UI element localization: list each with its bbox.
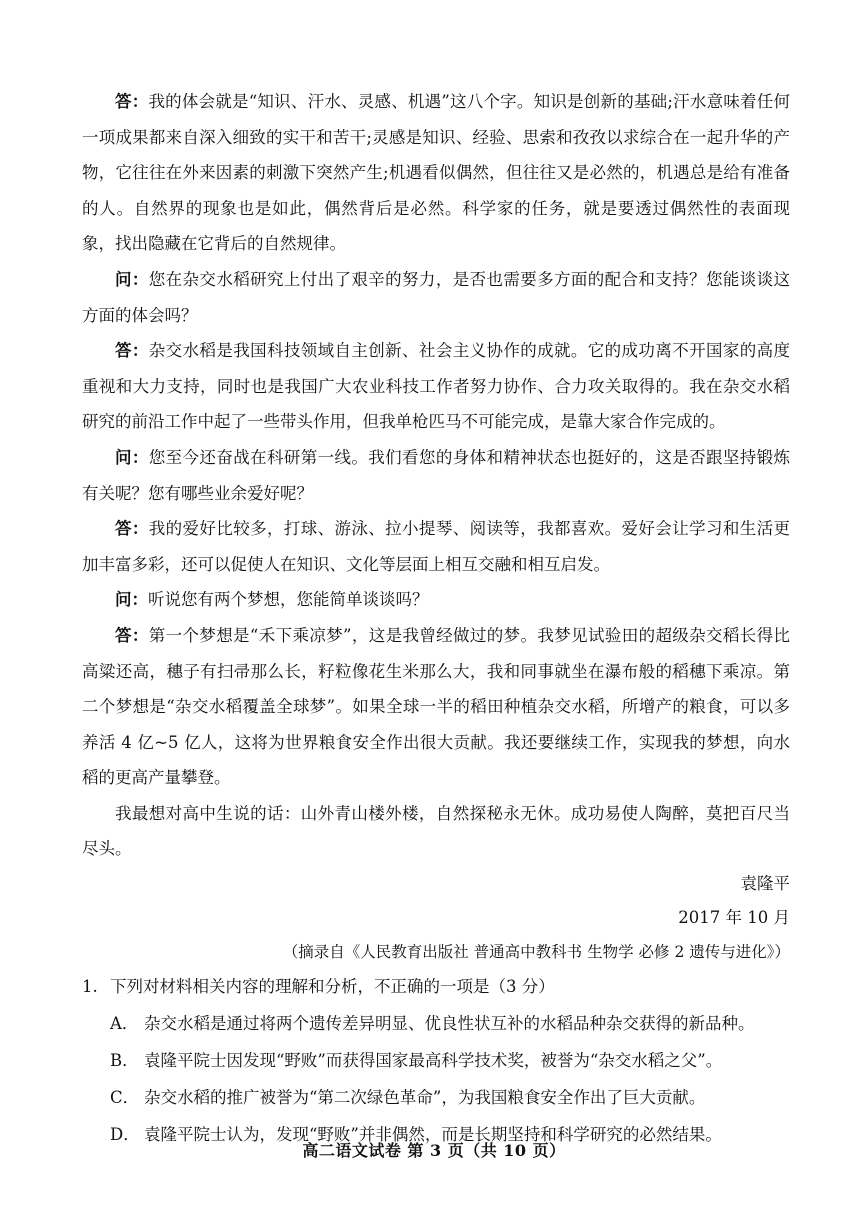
- answer-label: 答：: [115, 92, 149, 111]
- paragraph-answer-1: [82, 84, 790, 262]
- option-a: [110, 1005, 790, 1042]
- paragraph-question-2: [82, 262, 790, 333]
- question-number: 1.: [82, 977, 98, 997]
- option-text: 袁隆平院士因发现“野败”而获得国家最高科学技术奖，被誉为“杂交水稻之父”。: [144, 1051, 723, 1071]
- answer-label: 答：: [115, 341, 149, 361]
- paragraph-text: 杂交水稻是我国科技领域自主创新、社会主义协作的成就。它的成功离不开国家的高度重视和大力支持，同时也是我国广大农业科技工作者努力协作、合力攻关取得的。我在杂交水稻研究的前沿工作中起了一些带头作用，但我单枪匹马不可能完成，是靠大家合作完成的。: [82, 341, 791, 432]
- option-text: 杂交水稻是通过将两个遗传差异明显、优良性状互补的水稻品种杂交获得的新品种。: [144, 1014, 755, 1034]
- question-text: 下列对材料相关内容的理解和分析，不正确的一项是（3 分）: [110, 977, 555, 997]
- page-footer: 高二语文试卷 第 3 页（共 10 页）: [302, 1141, 566, 1160]
- signature-date: 2017 年 10 月: [678, 908, 790, 928]
- answer-label: 答：: [115, 625, 149, 645]
- paragraph-question-4: [82, 582, 790, 618]
- question-label: 问：: [115, 590, 148, 610]
- answer-label: 答：: [115, 519, 149, 539]
- question-stem: [82, 969, 790, 1005]
- paragraph-text: 我的爱好比较多，打球、游泳、拉小提琴、阅读等，我都喜欢。爱好会让学习和生活更加丰富多彩，还可以促使人在知识、文化等层面上相互交融和相互启发。: [82, 519, 791, 574]
- option-letter: C．: [110, 1088, 140, 1108]
- paragraph-text: 听说您有两个梦想，您能简单谈谈吗？: [148, 590, 429, 610]
- paragraph-text: 我的体会就是“知识、汗水、灵感、机遇”这八个字。知识是创新的基础;汗水意味着任何一项成果都来自深入细致的实干和苦干;灵感是知识、经验、思索和孜孜以求综合在一起升华的产物，它往往在外来因素的刺激下突然产生;机遇看似偶然，但往往又是必然的，机遇总是给有准备的人。自然界的现象也是如此，偶然背后是必然。科学家的任务，就是要透过偶然性的表面现象，找出隐藏在它背后的自然规律。: [82, 92, 791, 254]
- paragraph-text: 我最想对高中生说的话：山外青山楼外楼，自然探秘永无休。成功易使人陶醉，莫把百尺当尽头。: [82, 803, 790, 859]
- paragraph-text: 您至今还奋战在科研第一线。我们看您的身体和精神状态也挺好的，这是否跟坚持锻炼有关呢？您有哪些业余爱好呢？: [82, 447, 791, 503]
- option-text: 袁隆平院士认为，发现“野败”并非偶然，而是长期坚持和科学研究的必然结果。: [144, 1125, 722, 1145]
- paragraph-answer-2: [82, 333, 790, 440]
- option-letter: D．: [110, 1125, 140, 1145]
- paragraph-answer-4: [82, 618, 790, 796]
- option-letter: A．: [110, 1014, 139, 1034]
- question-label: 问：: [115, 447, 149, 467]
- source-citation: （摘录自《人民教育出版社 普通高中教科书 生物学 必修 2 遗传与进化》）: [282, 943, 790, 962]
- page-content: [82, 84, 790, 1153]
- option-c: [110, 1079, 790, 1116]
- paragraph-answer-3: [82, 511, 790, 582]
- signature-name: 袁隆平: [740, 874, 790, 894]
- paragraph-text: 您在杂交水稻研究上付出了艰辛的努力，是否也需要多方面的配合和支持？您能谈谈这方面的体会吗？: [82, 269, 791, 325]
- option-letter: B．: [110, 1051, 139, 1071]
- question-label: 问：: [115, 269, 149, 289]
- paragraph-text: 第一个梦想是“禾下乘凉梦”，这是我曾经做过的梦。我梦见试验田的超级杂交稻长得比高粱还高，穗子有扫帚那么长，籽粒像花生米那么大，我和同事就坐在瀑布般的稻穗下乘凉。第二个梦想是“杂交水稻覆盖全球梦”。如果全球一半的稻田种植杂交水稻，所增产的粮食，可以多养活 4 亿~5 亿人，这将为世界粮食安全作出很大贡献。我还要继续工作，实现我的梦想，向水稻的更高产量攀登。: [82, 625, 790, 788]
- option-text: 杂交水稻的推广被誉为“第二次绿色革命”，为我国粮食安全作出了巨大贡献。: [144, 1088, 706, 1108]
- paragraph-closing: [82, 796, 790, 867]
- paragraph-question-3: [82, 440, 790, 511]
- option-b: [110, 1042, 790, 1079]
